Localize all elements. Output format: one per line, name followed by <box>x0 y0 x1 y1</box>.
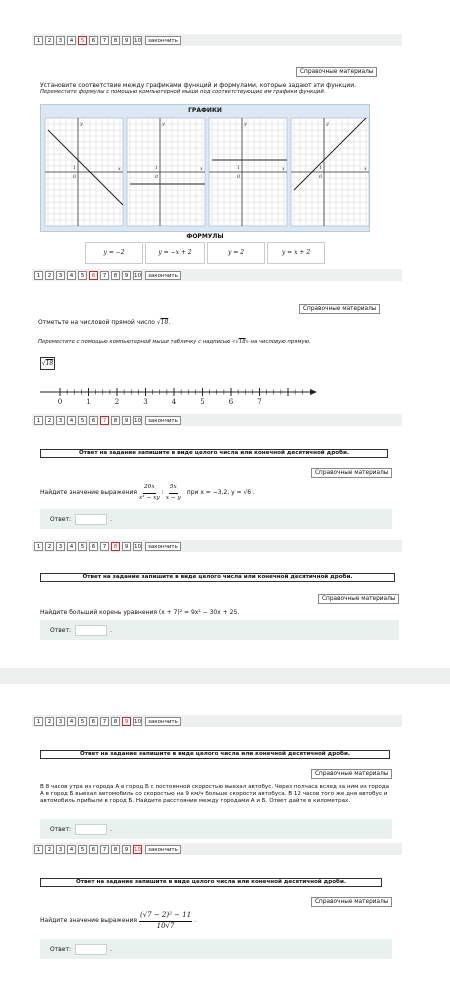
page-button-7[interactable]: 7 <box>100 717 109 726</box>
page-button-9[interactable]: 9 <box>122 717 131 726</box>
page-button-2[interactable]: 2 <box>45 717 54 726</box>
q7-frac1-den: x² − xy <box>138 494 160 501</box>
q10-answer-label: Ответ: <box>50 945 71 953</box>
page-button-10[interactable]: 10 <box>134 846 141 853</box>
q6-hint-sqrt: √18 <box>235 339 246 345</box>
q10-answer-input[interactable] <box>75 944 107 955</box>
q6-task-num: 18 <box>160 319 169 326</box>
page-button-4[interactable]: 4 <box>67 36 76 45</box>
graphs-panel <box>40 104 370 232</box>
q7-frac2 <box>166 484 181 502</box>
q5-instruction: Установите соответствие между графиками функций и формулами, которые задают эти функции. <box>40 82 357 89</box>
finish-button[interactable]: закончить <box>145 416 181 425</box>
q7-frac1-num: 20x <box>143 484 156 494</box>
formula-tile-2[interactable]: y = −x + 2 <box>145 242 205 264</box>
page-button-2[interactable]: 2 <box>45 416 54 425</box>
q7-colon: : <box>161 489 164 497</box>
finish-button[interactable]: закончить <box>145 36 181 45</box>
q8-ref-button[interactable]: Справочные материалы <box>318 594 399 604</box>
page-button-9[interactable]: 9 <box>122 416 131 425</box>
q6-hint <box>38 339 311 347</box>
tick-one-label: 1 <box>237 165 241 171</box>
page-button-9[interactable]: 9 <box>122 845 131 854</box>
q9-header: Ответ на задание запишите в виде целого числа или конечной десятичной дроби. <box>40 750 390 759</box>
axis-x-label: x <box>118 166 121 172</box>
page-button-5[interactable]: 5 <box>78 271 87 280</box>
q7-header: Ответ на задание запишите в виде целого числа или конечной десятичной дроби. <box>40 449 388 458</box>
tick-one-label: 1 <box>155 165 159 171</box>
q6-section <box>32 269 402 281</box>
q6-nav <box>32 269 402 281</box>
q10-suffix: . <box>194 917 197 925</box>
page-button-5[interactable]: 5 <box>78 717 87 726</box>
q7-task-prefix: Найдите значение выражения <box>40 489 137 497</box>
q8-header: Ответ на задание запишите в виде целого числа или конечной десятичной дроби. <box>40 573 395 582</box>
q7-answer-row <box>40 509 392 529</box>
q8-task: Найдите больший корень уравнения (x + 7)² = 9x² − 30x + 25. <box>40 609 240 616</box>
axis-y-label: y <box>326 121 329 127</box>
sqrt18-tile-num: 18 <box>45 360 54 367</box>
page-button-1[interactable]: 1 <box>34 416 43 425</box>
tick-zero-label: 0 <box>237 174 241 180</box>
page-button-2[interactable]: 2 <box>45 845 54 854</box>
number-line-label: 3 <box>143 398 148 406</box>
page-button-9[interactable]: 9 <box>122 36 131 45</box>
finish-button[interactable]: закончить <box>145 717 181 726</box>
page-button-1[interactable]: 1 <box>34 845 43 854</box>
q6-task-prefix: Отметьте на числовой прямой число <box>38 319 157 326</box>
page-button-1[interactable]: 1 <box>34 717 43 726</box>
formulas-row <box>85 242 325 264</box>
q6-task <box>38 319 170 327</box>
number-line-label: 0 <box>57 398 63 406</box>
q10-frac-den: 10√7 <box>156 921 175 930</box>
q10-nav <box>32 843 402 855</box>
tick-one-label: 1 <box>319 165 323 171</box>
q10-ref-button[interactable]: Справочные материалы <box>311 897 392 907</box>
page-button-3[interactable]: 3 <box>56 271 65 280</box>
q9-answer-input[interactable] <box>75 824 107 835</box>
finish-button[interactable]: закончить <box>145 845 181 854</box>
q8-nav <box>32 540 402 552</box>
number-line[interactable] <box>40 372 330 412</box>
number-line-label: 4 <box>171 398 177 406</box>
page-button-3[interactable]: 3 <box>56 717 65 726</box>
graph-4 <box>291 116 369 226</box>
number-line-label: 5 <box>200 398 205 406</box>
page-button-5[interactable]: 5 <box>78 542 87 551</box>
q9-section <box>32 715 402 727</box>
page-button-2[interactable]: 2 <box>45 542 54 551</box>
axis-x-label: x <box>282 166 285 172</box>
page-button-7[interactable]: 7 <box>100 271 109 280</box>
axis-y-label: y <box>244 121 247 127</box>
q5-hint: Переместите формулы с помощью компьютерной мыши под соответствующие им графики функций. <box>40 89 326 95</box>
page-button-8[interactable]: 8 <box>111 36 120 45</box>
page-button-4[interactable]: 4 <box>67 717 76 726</box>
axis-x-label: x <box>364 166 367 172</box>
number-line-label: 2 <box>114 398 120 406</box>
q7-answer-input[interactable] <box>75 514 107 525</box>
q10-header: Ответ на задание запишите в виде целого числа или конечной десятичной дроби. <box>40 878 382 887</box>
page-button-9[interactable]: 9 <box>122 542 131 551</box>
axis-x-label: x <box>200 166 203 172</box>
axis-y-label: y <box>80 121 83 127</box>
q10-section <box>32 843 402 855</box>
formula-tile-1[interactable]: y = −2 <box>85 242 143 264</box>
page-button-5[interactable]: 5 <box>78 36 87 45</box>
q10-answer-dot: . <box>109 945 112 953</box>
page-button-9[interactable]: 9 <box>122 271 131 280</box>
page-button-7[interactable]: 7 <box>100 36 109 45</box>
page-button-8[interactable]: 8 <box>111 717 120 726</box>
tick-zero-label: 0 <box>155 174 159 180</box>
page-button-8[interactable]: 8 <box>111 845 120 854</box>
page-button-3[interactable]: 3 <box>56 542 65 551</box>
q7-task <box>40 484 255 502</box>
q7-when: при x = −3,2, y = √6 . <box>186 489 255 497</box>
q5-nav <box>32 34 402 46</box>
page-button-5[interactable]: 5 <box>78 416 87 425</box>
page-button-1[interactable]: 1 <box>34 271 43 280</box>
page-button-8[interactable]: 8 <box>111 271 120 280</box>
number-line-label: 6 <box>228 398 234 406</box>
q8-section <box>32 540 402 552</box>
graph-2 <box>127 118 205 226</box>
q7-frac1 <box>139 484 160 502</box>
page-button-4[interactable]: 4 <box>67 271 76 280</box>
page-button-4[interactable]: 4 <box>67 542 76 551</box>
finish-button[interactable]: закончить <box>145 542 181 551</box>
page-button-8[interactable]: 8 <box>111 542 120 551</box>
tick-one-label: 1 <box>73 165 77 171</box>
q10-answer-row <box>40 939 392 959</box>
q5-section <box>32 34 402 46</box>
page-button-3[interactable]: 3 <box>56 416 65 425</box>
q7-section <box>32 414 402 426</box>
q9-answer-row <box>40 819 392 839</box>
page-button-10[interactable]: 10 <box>134 718 141 725</box>
page-button-5[interactable]: 5 <box>78 845 87 854</box>
sqrt18-tile[interactable]: √18 <box>40 357 55 370</box>
q6-hint-prefix: Переместите с помощью компьютерной мыши табличку с надписью « <box>38 339 236 345</box>
q6-task-sqrt: √18 <box>156 319 169 326</box>
page-button-6[interactable]: 6 <box>89 717 98 726</box>
q9-nav <box>32 715 402 727</box>
page-button-2[interactable]: 2 <box>45 36 54 45</box>
page-button-6[interactable]: 6 <box>89 271 98 280</box>
q6-task-suffix: . <box>168 319 171 326</box>
q8-answer-row <box>40 620 399 640</box>
tick-zero-label: 0 <box>319 174 323 180</box>
q10-frac-num: (√7 − 2)² − 11 <box>139 912 192 922</box>
page-button-7[interactable]: 7 <box>100 542 109 551</box>
q6-hint-suffix: » на числовую прямую. <box>245 339 311 345</box>
formulas-title: ФОРМУЛЫ <box>186 233 224 240</box>
q5-ref-button[interactable]: Справочные материалы <box>296 67 377 77</box>
page-button-10[interactable]: 10 <box>134 417 141 424</box>
page-button-1[interactable]: 1 <box>34 542 43 551</box>
formula-tile-3[interactable]: y = 2 <box>207 242 265 264</box>
page-button-4[interactable]: 4 <box>67 416 76 425</box>
graphs-title: ГРАФИКИ <box>188 107 222 114</box>
q8-answer-label: Ответ: <box>50 626 71 634</box>
page-button-6[interactable]: 6 <box>89 542 98 551</box>
page-button-6[interactable]: 6 <box>89 845 98 854</box>
q6-ref-button[interactable]: Справочные материалы <box>299 304 380 314</box>
finish-button[interactable]: закончить <box>145 271 181 280</box>
page-button-6[interactable]: 6 <box>89 416 98 425</box>
q9-answer-dot: . <box>109 825 112 833</box>
q10-frac <box>139 912 192 930</box>
number-line-label: 7 <box>257 398 262 406</box>
q7-ref-button[interactable]: Справочные материалы <box>311 468 392 478</box>
graph-1 <box>45 118 123 226</box>
q7-frac2-num: 5x <box>169 484 178 494</box>
number-line-arrow <box>310 389 317 395</box>
number-line-label: 1 <box>86 398 91 406</box>
page-button-10[interactable]: 10 <box>134 543 141 550</box>
q9-answer-label: Ответ: <box>50 825 71 833</box>
page-button-10[interactable]: 10 <box>134 37 141 44</box>
page-button-8[interactable]: 8 <box>111 416 120 425</box>
q9-ref-button[interactable]: Справочные материалы <box>311 769 392 779</box>
page-button-2[interactable]: 2 <box>45 271 54 280</box>
q7-frac2-den: x − y <box>165 494 181 501</box>
graphs-svg <box>41 116 371 232</box>
tick-zero-label: 0 <box>73 174 77 180</box>
page-separator <box>0 668 450 684</box>
q9-task: В 8 часов утра из города А в город Б с постоянной скоростью выехал автобус. Через полчаса вслед за ним из города А в город Б выехал автомобиль со скоростью на 9 км/ч больше скорости автобуса. В 12 часов того же дня автобус и автомобиль прибыли в город Б. Найдите расстояние между городами А и Б. Ответ дайте в километрах. <box>40 784 390 804</box>
q8-answer-input[interactable] <box>75 625 107 636</box>
axis-y-label: y <box>162 121 165 127</box>
q7-answer-label: Ответ: <box>50 515 71 523</box>
page-button-7[interactable]: 7 <box>100 416 109 425</box>
q10-task-prefix: Найдите значение выражения <box>40 917 137 925</box>
page-button-7[interactable]: 7 <box>100 845 109 854</box>
q6-hint-num: 18 <box>238 339 246 345</box>
page-button-1[interactable]: 1 <box>34 36 43 45</box>
page-button-10[interactable]: 10 <box>134 272 141 279</box>
page-button-6[interactable]: 6 <box>89 36 98 45</box>
page-button-3[interactable]: 3 <box>56 36 65 45</box>
q8-answer-dot: . <box>109 626 112 634</box>
page-button-3[interactable]: 3 <box>56 845 65 854</box>
formula-tile-4[interactable]: y = x + 2 <box>267 242 325 264</box>
q7-nav <box>32 414 402 426</box>
q10-task <box>40 912 196 930</box>
graph-3 <box>209 118 287 226</box>
page-button-4[interactable]: 4 <box>67 845 76 854</box>
q7-answer-dot: . <box>109 515 112 523</box>
